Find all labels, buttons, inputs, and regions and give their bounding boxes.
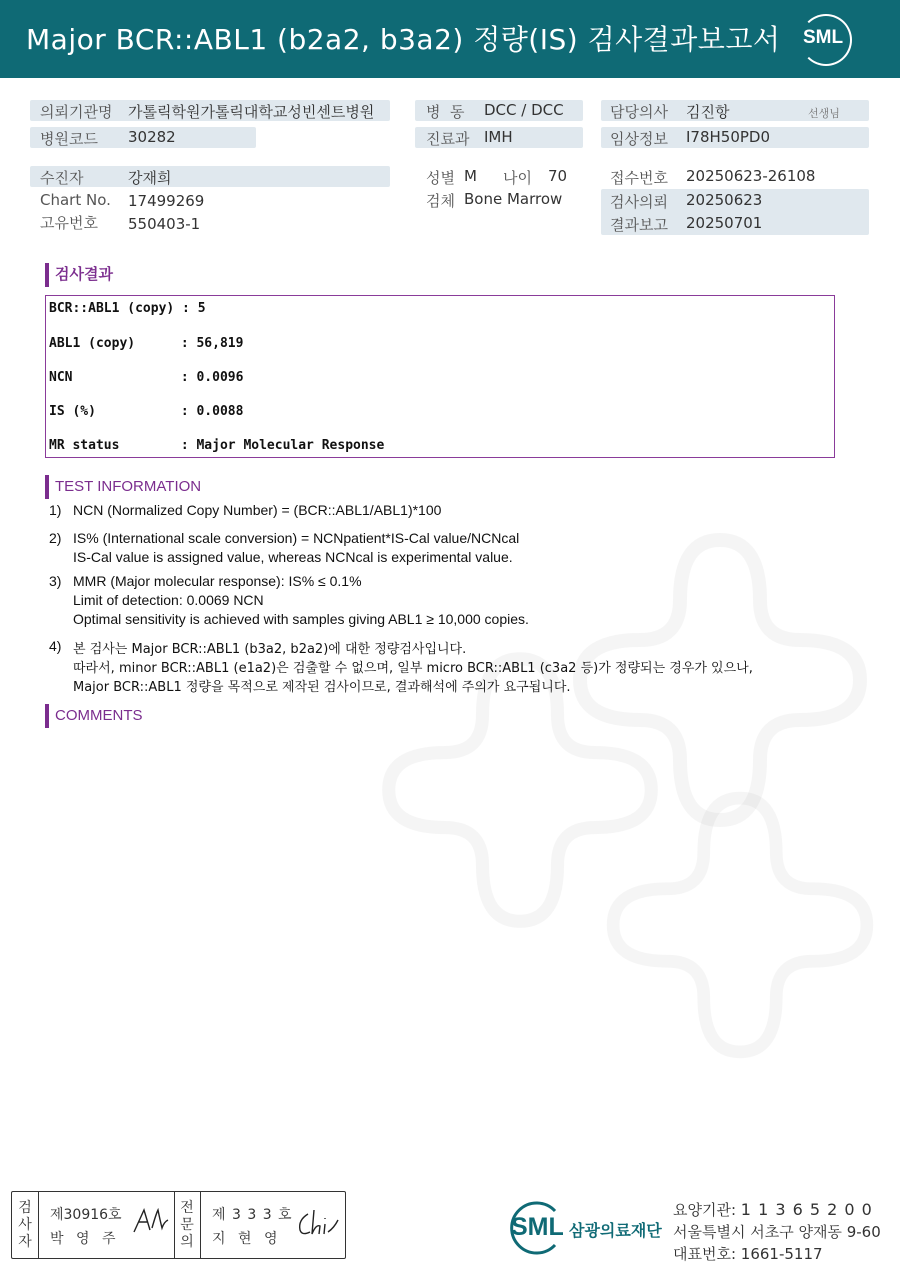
specialist-label-char: 전 (180, 1200, 194, 1216)
report-value: 20250701 (686, 214, 763, 232)
tester-label-char: 자 (18, 1234, 32, 1250)
report-header (0, 0, 900, 78)
report-label: 결과보고 (610, 216, 668, 234)
test-info-line: Major BCR::ABL1 정량을 목적으로 제작된 검사이므로, 결과해석에 주의가 요구됩니다. (73, 680, 571, 695)
footer-logo-text: SML (511, 1213, 564, 1241)
result-label: NCN (49, 370, 73, 385)
doctor-value: 김진항 (686, 103, 730, 121)
sml-logo (800, 14, 852, 66)
result-label: MR status (49, 438, 120, 453)
specialist-name: 지 현 영 (212, 1231, 282, 1247)
comments-section-title: COMMENTS (45, 704, 143, 728)
result-label: BCR::ABL1 (copy) (49, 301, 175, 316)
specialist-signature (294, 1206, 340, 1240)
specialist-label-char: 의 (180, 1234, 194, 1250)
report-title: Major BCR::ABL1 (b2a2, b3a2) 정량(IS) 검사결과보고서 (26, 23, 781, 56)
tester-label-char: 사 (18, 1217, 32, 1233)
result-value: 0.0096 (196, 370, 244, 385)
result-value: 5 (197, 301, 206, 316)
patient-label: 수진자 (40, 169, 84, 187)
result-label: ABL1 (copy) (49, 336, 136, 351)
watermark-cross-shape (595, 780, 885, 1070)
age-label: 나이 (503, 169, 532, 187)
unique-no-value: 550403-1 (128, 215, 201, 233)
receipt-label: 접수번호 (610, 169, 668, 187)
footer-code-value: 1 1 3 6 5 2 0 0 (740, 1200, 873, 1219)
test-info-number: 4) (49, 638, 62, 654)
result-separator: : (174, 301, 198, 316)
test-info-line: NCN (Normalized Copy Number) = (BCR::ABL1/ABL1)*100 (73, 502, 442, 518)
patient-value: 강재희 (128, 169, 172, 187)
test-info-line: 따라서, minor BCR::ABL1 (e1a2)은 검출할 수 없으며, 일부 micro BCR::ABL1 (c3a2 등)가 정량되는 경우가 있으나, (73, 661, 753, 676)
specimen-value: Bone Marrow (464, 190, 563, 208)
test-info-line: Optimal sensitivity is achieved with samples giving ABL1 ≥ 10,000 copies. (73, 611, 529, 627)
receipt-value: 20250623-26108 (686, 167, 816, 185)
tester-license: 제30916호 (50, 1207, 122, 1223)
ward-value: DCC / DCC (484, 101, 564, 119)
unique-no-label: 고유번호 (40, 214, 98, 232)
hospital-code-label: 병원코드 (40, 130, 98, 148)
result-value: Major Molecular Response (196, 438, 385, 453)
doctor-suffix: 선생님 (808, 107, 840, 120)
request-label: 검사의뢰 (610, 193, 668, 211)
result-label: IS (%) (49, 404, 96, 419)
result-row (49, 301, 206, 316)
footer-phone-value: 1661-5117 (740, 1245, 823, 1263)
result-value: 56,819 (196, 336, 244, 351)
footer-code (673, 1199, 873, 1220)
clinical-info-value: I78H50PD0 (686, 128, 771, 146)
test-info-section-title: TEST INFORMATION (45, 475, 201, 499)
department-value: IMH (484, 128, 513, 146)
age-value: 70 (548, 167, 568, 185)
request-value: 20250623 (686, 191, 763, 209)
institution-label: 의뢰기관명 (40, 103, 113, 121)
chart-no-label: Chart No. (40, 191, 111, 209)
result-separator: : (173, 336, 197, 351)
tester-label-cell (12, 1192, 39, 1258)
department-label: 진료과 (426, 130, 470, 148)
result-value: 0.0088 (196, 404, 244, 419)
sex-label: 성별 (426, 169, 455, 187)
result-row (49, 438, 384, 453)
specialist-license: 제 3 3 3 호 (212, 1207, 293, 1223)
result-row (49, 336, 243, 351)
logo-text: SML (803, 27, 844, 48)
doctor-label: 담당의사 (610, 103, 668, 121)
result-separator: : (173, 404, 197, 419)
clinical-info-label: 임상정보 (610, 130, 668, 148)
results-section-title: 검사결과 (45, 263, 113, 287)
chart-no-value: 17499269 (128, 192, 205, 210)
tester-label-char: 검 (18, 1200, 32, 1216)
footer-address: 서울특별시 서초구 양재동 9-60 (673, 1223, 881, 1241)
footer-code-label: 요양기관: (673, 1201, 737, 1219)
patient-bar (30, 166, 390, 187)
result-row (49, 370, 243, 385)
hospital-code-value: 30282 (128, 128, 176, 146)
results-box (45, 295, 835, 458)
institution-value: 가톨릭학원가톨릭대학교성빈센트병원 (128, 103, 375, 121)
signature-box (11, 1191, 346, 1259)
test-info-line: Limit of detection: 0.0069 NCN (73, 592, 264, 608)
specimen-label: 검체 (426, 192, 455, 210)
test-info-number: 3) (49, 573, 62, 589)
sex-value: M (464, 167, 477, 185)
footer-phone (673, 1243, 823, 1264)
specialist-label-cell (174, 1192, 201, 1258)
footer-org-name: 삼광의료재단 (569, 1221, 662, 1240)
footer-phone-label: 대표번호: (673, 1245, 737, 1263)
test-info-number: 2) (49, 530, 62, 546)
result-separator: : (173, 438, 197, 453)
tester-signature (130, 1204, 170, 1238)
test-info-line: IS% (International scale conversion) = NCNpatient*IS-Cal value/NCNcal (73, 530, 520, 546)
test-info-number: 1) (49, 502, 62, 518)
test-info-line: 본 검사는 Major BCR::ABL1 (b3a2, b2a2)에 대한 정량검사입니다. (73, 642, 467, 657)
specialist-label-char: 문 (180, 1217, 194, 1233)
result-separator: : (173, 370, 197, 385)
test-info-line: IS-Cal value is assigned value, whereas NCNcal is experimental value. (73, 549, 513, 565)
result-row (49, 404, 243, 419)
ward-label: 병 동 (426, 103, 465, 121)
test-info-line: MMR (Major molecular response): IS% ≤ 0.1% (73, 573, 362, 589)
tester-name: 박 영 주 (50, 1231, 120, 1247)
